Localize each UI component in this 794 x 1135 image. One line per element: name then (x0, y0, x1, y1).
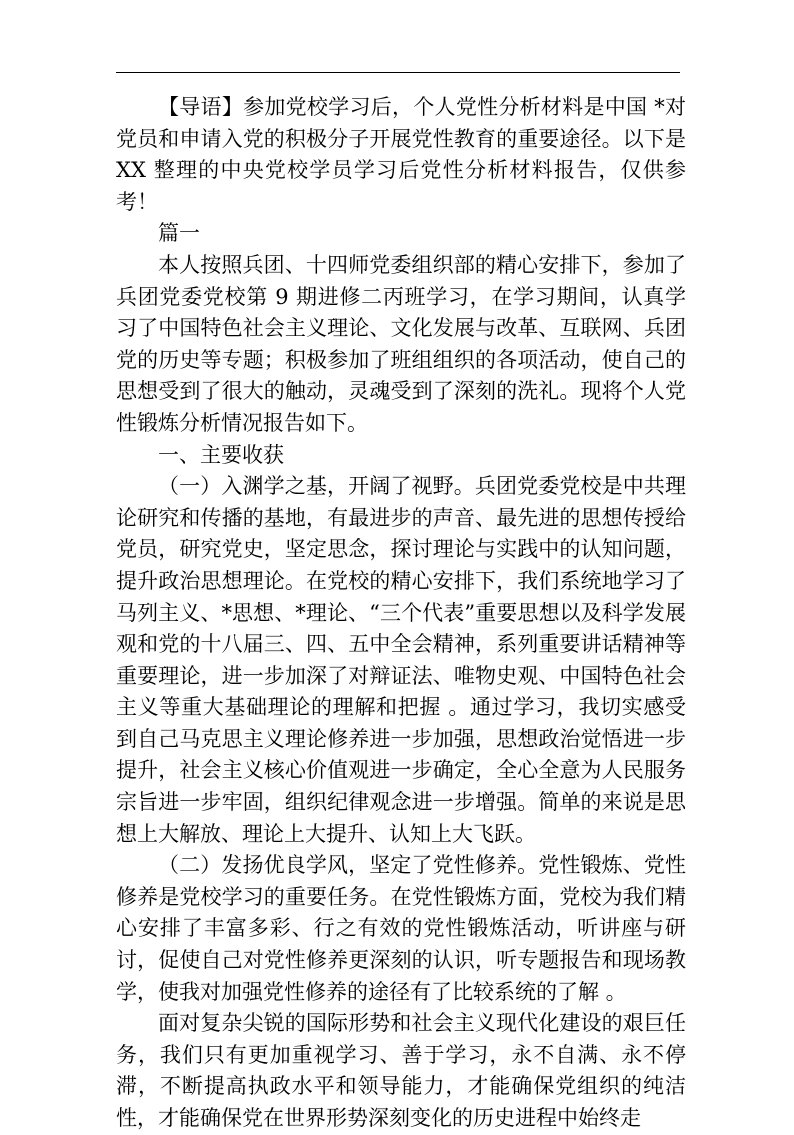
body-paragraph-3: （二）发扬优良学风，坚定了党性修养。党性锻炼、党性修养是党校学习的重要任务。在党性锻炼方面，党校为我们精心安排了丰富多彩、行之有效的党性锻炼活动，听讲座与研讨，促使自己对党性修养更深刻的认识，听专题报告和现场教学，使我对加强党性修养的途径有了比较系统的了解 。 (116, 853, 686, 1004)
section-heading-main-gains: 一、主要收获 (158, 442, 284, 467)
document-body (116, 92, 686, 1135)
intro-paragraph: 【导语】参加党校学习后，个人党性分析材料是中国 *对党员和申请入党的积极分子开展党性教育的重要途径。以下是 XX 整理的中央党校学员学习后党性分析材料报告，仅供参考！ (116, 95, 686, 214)
body-paragraph-4: 面对复杂尖锐的国际形势和社会主义现代化建设的艰巨任务，我们只有更加重视学习、善于学习，永不自满、永不停滞，不断提高执政水平和领导能力，才能确保党组织的纯洁性，才能确保党在世界形势深刻变化的历史进程中始终走 (116, 1011, 686, 1130)
section-title: 篇一 (158, 221, 200, 246)
header-rule (116, 72, 680, 73)
body-paragraph-2: （一）入渊学之基，开阔了视野。兵团党委党校是中共理论研究和传播的基地，有最进步的声音、最先进的思想传授给党员，研究党史，坚定思念，探讨理论与实践中的认知问题，提升政治思想理论。在党校的精心安排下，我们系统地学习了马列主义、*思想、*理论、“三个代表”重要思想以及科学发展观和党的十八届三、四、五中全会精神，系列重要讲话精神等重要理论，进一步加深了对辩证法、唯物史观、中国特色社会主义等重大基础理论的理解和把握 。通过学习，我切实感受到自己马克思主义理论修养进一步加强，思想政治觉悟进一步提升，社会主义核心价值观进一步确定，全心全意为人民服务宗旨进一步牢固，组织纪律观念进一步增强。简单的来说是思想上大解放、理论上大提升、认知上大飞跃。 (116, 474, 686, 846)
body-paragraph-1: 本人按照兵团、十四师党委组织部的精心安排下，参加了兵团党委党校第 9 期进修二丙班学习，在学习期间，认真学习了中国特色社会主义理论、文化发展与改革、互联网、兵团党的历史等专题；积极参加了班组组织的各项活动，使自己的思想受到了很大的触动，灵魂受到了深刻的洗礼。现将个人党性锻炼分析情况报告如下。 (116, 252, 686, 435)
